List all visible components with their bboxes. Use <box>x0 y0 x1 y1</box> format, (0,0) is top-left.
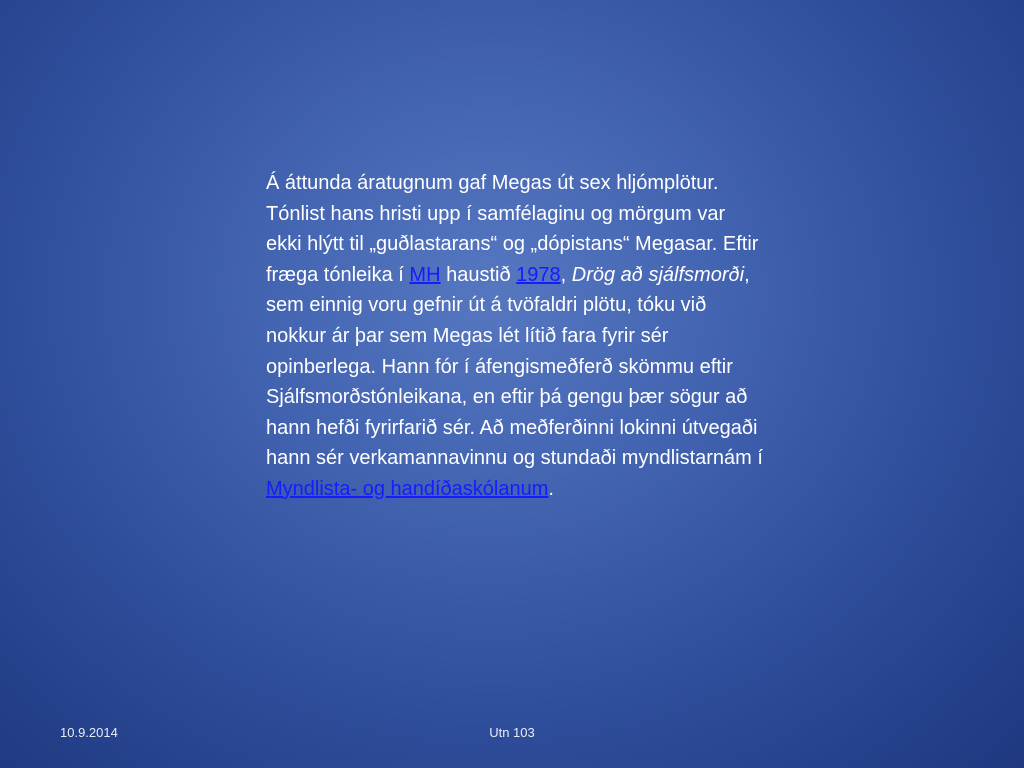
text-segment-5: . <box>548 477 554 500</box>
text-segment-1: Á áttunda áratugnum gaf Megas út sex hljómplötur. Tónlist hans hristi upp í samfélaginu og mörgum var ekki hlýtt til „guðlastarans“ og „dópistans“ Megasar. Eftir fræga tónleika í <box>266 172 759 286</box>
album-title: Drög að sjálfsmorði <box>571 263 745 286</box>
slide-body-text <box>266 168 766 505</box>
text-segment-2: haustið <box>440 263 517 286</box>
link-art-school[interactable]: Myndlista- og handíðaskólanum <box>266 477 549 500</box>
text-segment-3: , <box>560 263 572 286</box>
link-1978[interactable]: 1978 <box>516 263 561 286</box>
link-mh[interactable]: MH <box>409 263 441 286</box>
footer-date: 10.9.2014 <box>60 725 118 740</box>
text-segment-4: , sem einnig voru gefnir út á tvöfaldri plötu, tóku við nokkur ár þar sem Megas lét lítið fara fyrir sér opinberlega. Hann fór í áfengismeðferð skömmu eftir Sjálfsmorðstónleikana, en eftir þá gengu þær sögur að hann hefði fyrirfarið sér. Að meðferðinni lokinni útvegaði hann sér verkamannavinnu og stundaði myndlistarnám í <box>266 263 763 470</box>
footer-center-text: Utn 103 <box>489 725 535 740</box>
